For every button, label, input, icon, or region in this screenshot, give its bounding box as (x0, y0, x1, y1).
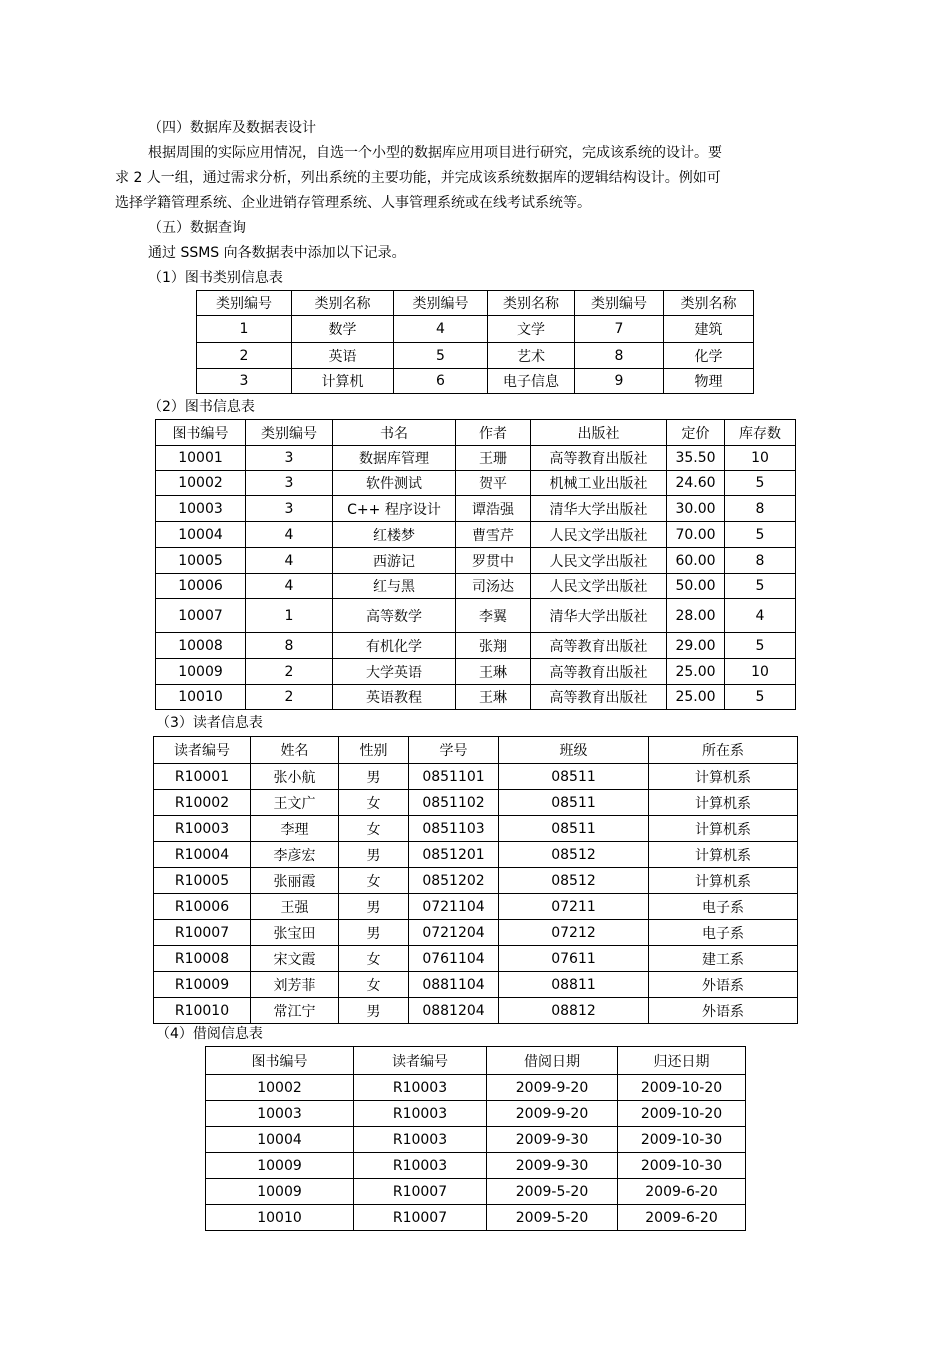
table-header-cell: 定价 (667, 420, 725, 446)
table-cell: 2009-10-20 (618, 1101, 746, 1127)
table-cell: 10002 (206, 1075, 354, 1101)
table-cell: R10003 (354, 1101, 487, 1127)
table2-caption: （2）图书信息表 (148, 399, 255, 415)
table-row (156, 522, 796, 548)
table-cell: 英语教程 (333, 685, 456, 710)
table-cell: 王文广 (251, 790, 339, 816)
table-cell: 10001 (156, 446, 246, 471)
table-cell: 电子系 (649, 894, 798, 920)
table-row (154, 842, 798, 868)
table-header-row (197, 291, 754, 316)
table-cell: 英语 (292, 343, 394, 369)
table-cell: 男 (339, 998, 409, 1024)
table-cell: R10009 (154, 972, 251, 998)
table-cell: 3 (246, 471, 333, 496)
table-cell: 谭浩强 (456, 496, 531, 522)
table-row (154, 894, 798, 920)
table-cell: 0721104 (409, 894, 499, 920)
table-cell: R10008 (154, 946, 251, 972)
table-header-cell: 类别名称 (488, 291, 575, 316)
table-row (206, 1205, 746, 1231)
table-cell: 男 (339, 764, 409, 790)
section5-intro: 通过 SSMS 向各数据表中添加以下记录。 (148, 245, 406, 261)
table-row (154, 790, 798, 816)
table-row (206, 1127, 746, 1153)
table-cell: 5 (725, 522, 796, 548)
table-cell: R10010 (154, 998, 251, 1024)
table-cell: 6 (394, 369, 488, 394)
table-cell: 数据库管理 (333, 446, 456, 471)
table-cell: 08812 (499, 998, 649, 1024)
table-cell: 0881104 (409, 972, 499, 998)
table-row (154, 998, 798, 1024)
table-cell: 30.00 (667, 496, 725, 522)
table-cell: R10003 (354, 1127, 487, 1153)
table-cell: 2 (197, 343, 292, 369)
table-cell: 07212 (499, 920, 649, 946)
table-cell: 0721204 (409, 920, 499, 946)
table-header-cell: 归还日期 (618, 1047, 746, 1075)
table-cell: 计算机 (292, 369, 394, 394)
table-cell: 0851103 (409, 816, 499, 842)
table1-caption: （1）图书类别信息表 (148, 270, 283, 286)
table-cell: 女 (339, 868, 409, 894)
table-cell: 5 (725, 633, 796, 659)
table-row (197, 369, 754, 394)
borrow-info-table (205, 1046, 746, 1231)
table-cell: 司汤达 (456, 574, 531, 599)
table-cell: 2 (246, 659, 333, 685)
table-header-cell: 类别编号 (394, 291, 488, 316)
table-row (156, 633, 796, 659)
table-cell: 29.00 (667, 633, 725, 659)
table-row (154, 972, 798, 998)
table-cell: R10001 (154, 764, 251, 790)
table-header-cell: 类别编号 (197, 291, 292, 316)
table-cell: 8 (725, 496, 796, 522)
table-cell: 男 (339, 920, 409, 946)
table-cell: 4 (246, 574, 333, 599)
table-header-cell: 读者编号 (154, 737, 251, 764)
table-cell: 2 (246, 685, 333, 710)
book-category-table (196, 290, 754, 394)
table-cell: 5 (394, 343, 488, 369)
table-cell: 4 (394, 316, 488, 343)
table-cell: 2009-6-20 (618, 1205, 746, 1231)
table-cell: 5 (725, 471, 796, 496)
table-row (154, 946, 798, 972)
table-cell: 大学英语 (333, 659, 456, 685)
table-cell: 张翔 (456, 633, 531, 659)
table-header-cell: 所在系 (649, 737, 798, 764)
table-cell: 3 (246, 496, 333, 522)
table-cell: 计算机系 (649, 790, 798, 816)
table-cell: 08511 (499, 816, 649, 842)
table-cell: 机械工业出版社 (531, 471, 667, 496)
table-cell: 25.00 (667, 659, 725, 685)
table-cell: 50.00 (667, 574, 725, 599)
table-cell: 艺术 (488, 343, 575, 369)
table-row (156, 599, 796, 633)
table-cell: R10004 (154, 842, 251, 868)
table-cell: 2009-10-30 (618, 1153, 746, 1179)
table-cell: 4 (725, 599, 796, 633)
table-cell: R10007 (354, 1205, 487, 1231)
table-cell: R10003 (354, 1153, 487, 1179)
table-cell: R10002 (154, 790, 251, 816)
table-cell: 清华大学出版社 (531, 496, 667, 522)
table-header-cell: 库存数 (725, 420, 796, 446)
table-cell: R10006 (154, 894, 251, 920)
table-cell: 10003 (156, 496, 246, 522)
table-cell: 2009-9-30 (487, 1153, 618, 1179)
table-cell: 清华大学出版社 (531, 599, 667, 633)
table-cell: 10010 (156, 685, 246, 710)
table-cell: 李理 (251, 816, 339, 842)
table-cell: 贺平 (456, 471, 531, 496)
table-cell: 宋文霞 (251, 946, 339, 972)
table-cell: 10010 (206, 1205, 354, 1231)
table-cell: 10003 (206, 1101, 354, 1127)
table-cell: 3 (246, 446, 333, 471)
table-cell: 2009-5-20 (487, 1179, 618, 1205)
table-header-cell: 借阅日期 (487, 1047, 618, 1075)
table-cell: 0851102 (409, 790, 499, 816)
table-cell: 8 (246, 633, 333, 659)
table-cell: 有机化学 (333, 633, 456, 659)
table-cell: 1 (246, 599, 333, 633)
table-row (197, 343, 754, 369)
table-row (206, 1101, 746, 1127)
table-cell: 07611 (499, 946, 649, 972)
table-header-row (206, 1047, 746, 1075)
table-cell: 24.60 (667, 471, 725, 496)
table-cell: 10002 (156, 471, 246, 496)
table-cell: 0851201 (409, 842, 499, 868)
table-cell: 08511 (499, 790, 649, 816)
table-cell: 红与黑 (333, 574, 456, 599)
table-row (154, 764, 798, 790)
table-cell: 张丽霞 (251, 868, 339, 894)
table-cell: R10007 (154, 920, 251, 946)
table-cell: 2009-9-20 (487, 1101, 618, 1127)
table-cell: 7 (575, 316, 664, 343)
table-cell: 10006 (156, 574, 246, 599)
table-cell: 李彦宏 (251, 842, 339, 868)
table-cell: R10005 (154, 868, 251, 894)
table-cell: 08512 (499, 842, 649, 868)
table-cell: 女 (339, 816, 409, 842)
table-cell: 王琳 (456, 685, 531, 710)
table-row (156, 548, 796, 574)
table-cell: 1 (197, 316, 292, 343)
table-cell: 高等教育出版社 (531, 446, 667, 471)
table-cell: 2009-10-30 (618, 1127, 746, 1153)
table-cell: 0851101 (409, 764, 499, 790)
table-cell: 10004 (156, 522, 246, 548)
table-cell: 0761104 (409, 946, 499, 972)
table-cell: 4 (246, 522, 333, 548)
table-cell: 07211 (499, 894, 649, 920)
table-cell: 5 (725, 685, 796, 710)
table-header-cell: 类别名称 (292, 291, 394, 316)
table-cell: 人民文学出版社 (531, 522, 667, 548)
table-cell: 曹雪芹 (456, 522, 531, 548)
table-cell: 5 (725, 574, 796, 599)
table-cell: 数学 (292, 316, 394, 343)
table-cell: 08811 (499, 972, 649, 998)
table-cell: 软件测试 (333, 471, 456, 496)
table-cell: 9 (575, 369, 664, 394)
table-cell: R10003 (154, 816, 251, 842)
table-cell: 人民文学出版社 (531, 548, 667, 574)
table-cell: 10008 (156, 633, 246, 659)
table-cell: 王珊 (456, 446, 531, 471)
table-header-cell: 图书编号 (206, 1047, 354, 1075)
section5-heading: （五）数据查询 (148, 220, 246, 236)
table-cell: 25.00 (667, 685, 725, 710)
table-header-cell: 姓名 (251, 737, 339, 764)
table-cell: 0851202 (409, 868, 499, 894)
table-row (156, 471, 796, 496)
table-cell: 李翼 (456, 599, 531, 633)
table-cell: 10009 (156, 659, 246, 685)
table-row (154, 920, 798, 946)
table-row (156, 574, 796, 599)
table-header-cell: 出版社 (531, 420, 667, 446)
table-cell: 10005 (156, 548, 246, 574)
table-header-cell: 类别编号 (246, 420, 333, 446)
book-info-table (155, 419, 796, 710)
table-cell: 计算机系 (649, 816, 798, 842)
section4-para-line-1: 根据周围的实际应用情况，自选一个小型的数据库应用项目进行研究，完成该系统的设计。要 (148, 145, 722, 161)
table3-caption: （3）读者信息表 (156, 715, 263, 731)
table-cell: 女 (339, 946, 409, 972)
table-cell: 2009-5-20 (487, 1205, 618, 1231)
table-row (156, 446, 796, 471)
table-cell: 王强 (251, 894, 339, 920)
table-header-cell: 学号 (409, 737, 499, 764)
table-cell: R10007 (354, 1179, 487, 1205)
table-cell: 60.00 (667, 548, 725, 574)
table-cell: 物理 (664, 369, 754, 394)
table-cell: 35.50 (667, 446, 725, 471)
table-cell: 化学 (664, 343, 754, 369)
table-cell: 建筑 (664, 316, 754, 343)
table-cell: 计算机系 (649, 842, 798, 868)
table-cell: 10004 (206, 1127, 354, 1153)
table-cell: 张小航 (251, 764, 339, 790)
table-cell: 常江宁 (251, 998, 339, 1024)
table-cell: 10 (725, 446, 796, 471)
table-cell: 3 (197, 369, 292, 394)
table-cell: 女 (339, 790, 409, 816)
section4-para-line-3: 选择学籍管理系统、企业进销存管理系统、人事管理系统或在线考试系统等。 (115, 195, 591, 211)
table-header-cell: 书名 (333, 420, 456, 446)
table-row (206, 1153, 746, 1179)
table-cell: 8 (725, 548, 796, 574)
table-cell: 红楼梦 (333, 522, 456, 548)
table-cell: 10009 (206, 1153, 354, 1179)
table-cell: 高等教育出版社 (531, 685, 667, 710)
table-cell: 10007 (156, 599, 246, 633)
table-cell: 外语系 (649, 998, 798, 1024)
table-header-cell: 类别编号 (575, 291, 664, 316)
table-cell: 电子系 (649, 920, 798, 946)
table-cell: 8 (575, 343, 664, 369)
table-header-row (156, 420, 796, 446)
table-header-cell: 性别 (339, 737, 409, 764)
table-row (156, 685, 796, 710)
table-cell: 2009-6-20 (618, 1179, 746, 1205)
table-cell: 人民文学出版社 (531, 574, 667, 599)
section4-para-line-2: 求 2 人一组，通过需求分析，列出系统的主要功能，并完成该系统数据库的逻辑结构设计。例如可 (115, 170, 721, 186)
table-cell: 王琳 (456, 659, 531, 685)
table-header-cell: 图书编号 (156, 420, 246, 446)
table-cell: 08511 (499, 764, 649, 790)
table-row (154, 868, 798, 894)
reader-info-table (153, 736, 798, 1024)
table-cell: 外语系 (649, 972, 798, 998)
table-header-cell: 读者编号 (354, 1047, 487, 1075)
table-cell: 女 (339, 972, 409, 998)
table-cell: 建工系 (649, 946, 798, 972)
table-header-cell: 类别名称 (664, 291, 754, 316)
table-row (156, 496, 796, 522)
table-row (206, 1075, 746, 1101)
table-cell: 高等教育出版社 (531, 633, 667, 659)
table-cell: 10 (725, 659, 796, 685)
table-cell: 4 (246, 548, 333, 574)
table-cell: 电子信息 (488, 369, 575, 394)
table-cell: 男 (339, 842, 409, 868)
table-cell: 男 (339, 894, 409, 920)
table-cell: 计算机系 (649, 868, 798, 894)
table-cell: 70.00 (667, 522, 725, 548)
table-header-cell: 班级 (499, 737, 649, 764)
table-row (206, 1179, 746, 1205)
table-cell: C++ 程序设计 (333, 496, 456, 522)
table-cell: 10009 (206, 1179, 354, 1205)
table-row (156, 659, 796, 685)
table-row (197, 316, 754, 343)
table-row (154, 816, 798, 842)
table-cell: 高等数学 (333, 599, 456, 633)
table-cell: 张宝田 (251, 920, 339, 946)
table-cell: 2009-9-30 (487, 1127, 618, 1153)
table-cell: 罗贯中 (456, 548, 531, 574)
table-cell: 2009-10-20 (618, 1075, 746, 1101)
table4-caption: （4）借阅信息表 (156, 1026, 263, 1042)
table-cell: 刘芳菲 (251, 972, 339, 998)
table-header-row (154, 737, 798, 764)
table-cell: 计算机系 (649, 764, 798, 790)
table-cell: 西游记 (333, 548, 456, 574)
table-cell: R10003 (354, 1075, 487, 1101)
table-cell: 高等教育出版社 (531, 659, 667, 685)
table-header-cell: 作者 (456, 420, 531, 446)
table-cell: 28.00 (667, 599, 725, 633)
table-cell: 08512 (499, 868, 649, 894)
table-cell: 0881204 (409, 998, 499, 1024)
table-cell: 文学 (488, 316, 575, 343)
table-cell: 2009-9-20 (487, 1075, 618, 1101)
section4-heading: （四）数据库及数据表设计 (148, 120, 316, 136)
